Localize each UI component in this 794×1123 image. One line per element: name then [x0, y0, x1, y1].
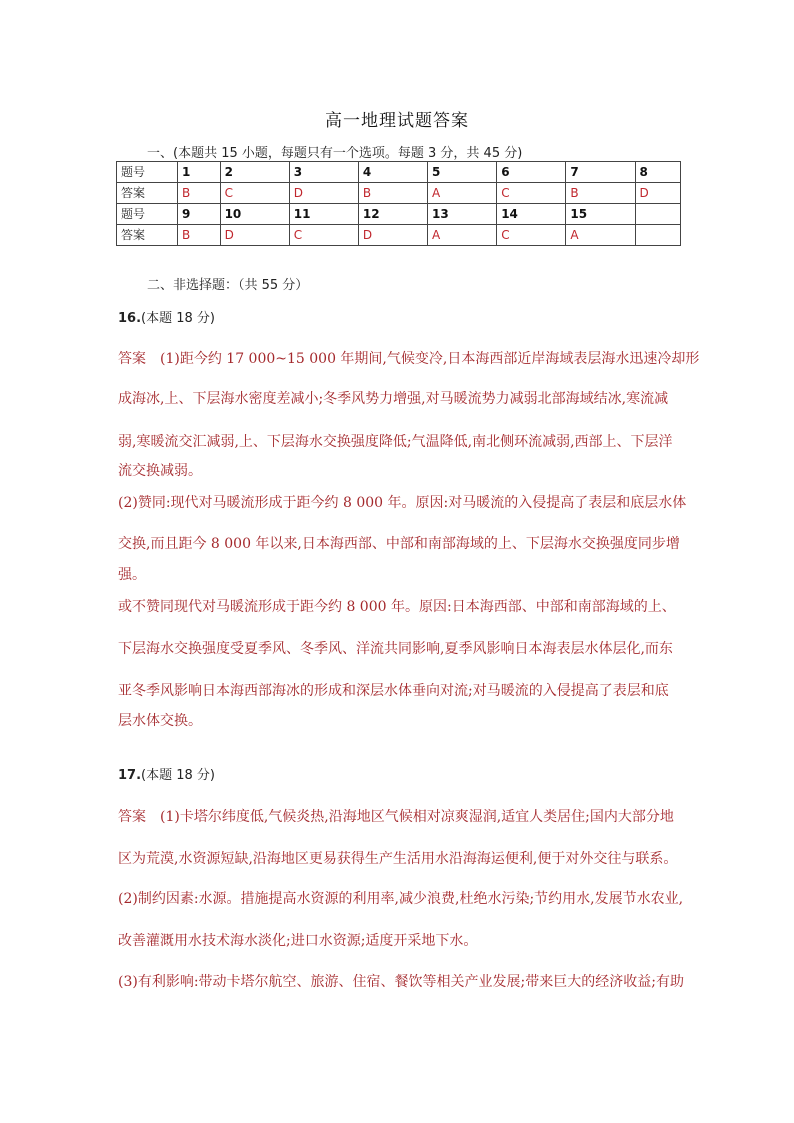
q17-text: (1)卡塔尔纬度低,气候炎热,沿海地区气候相对凉爽湿润,适宜人类居住;国内大部分地 — [160, 809, 674, 825]
question-17-number: 17. — [118, 768, 142, 783]
answer-cell: B — [358, 183, 427, 204]
question-number-cell: 15 — [566, 204, 635, 225]
q17-line-1 — [118, 806, 674, 826]
question-number-cell: 4 — [358, 162, 427, 183]
question-number-cell: 5 — [428, 162, 497, 183]
question-number-cell: 1 — [178, 162, 221, 183]
q17-line-3: (2)制约因素:水源。措施提高水资源的利用率,减少浪费,杜绝水污染;节约用水,发展节水农业, — [118, 891, 684, 907]
q16-line-9: 下层海水交换强度受夏季风、冬季风、洋流共同影响,夏季风影响日本海表层水体层化,而东 — [118, 641, 673, 657]
answer-cell: B — [566, 183, 635, 204]
question-16-points: (本题 18 分) — [141, 311, 215, 326]
question-number-cell: 6 — [497, 162, 566, 183]
question-number-cell: 13 — [428, 204, 497, 225]
answer-cell: A — [428, 225, 497, 246]
answer-cell: C — [289, 225, 358, 246]
answer-cell: D — [289, 183, 358, 204]
row-label: 答案 — [117, 183, 178, 204]
table-row — [117, 204, 681, 225]
q16-line-3: 弱,寒暖流交汇减弱,上、下层海水交换强度降低;气温降低,南北侧环流减弱,西部上、下层洋 — [118, 434, 673, 450]
answer-cell: D — [220, 225, 289, 246]
question-number-cell: 14 — [497, 204, 566, 225]
question-number-cell: 12 — [358, 204, 427, 225]
page-title: 高一地理试题答案 — [325, 111, 469, 131]
q17-line-2: 区为荒漠,水资源短缺,沿海地区更易获得生产生活用水沿海海运便利,便于对外交往与联系。 — [118, 851, 678, 867]
answer-cell: A — [566, 225, 635, 246]
section-one-heading: 一、(本题共 15 小题，每题只有一个选项。每题 3 分，共 45 分) — [147, 146, 523, 161]
answer-cell: D — [635, 183, 681, 204]
q16-text: (1)距今约 17 000~15 000 年期间,气候变冷,日本海西部近岸海域表层海水迅速冷却形 — [160, 351, 700, 367]
q16-line-2: 成海冰,上、下层海水密度差减小;冬季风势力增强,对马暖流势力减弱北部海域结冰,寒流减 — [118, 391, 669, 407]
q16-line-10: 亚冬季风影响日本海西部海冰的形成和深层水体垂向对流;对马暖流的入侵提高了表层和底 — [118, 683, 669, 699]
question-number-cell: 11 — [289, 204, 358, 225]
question-17-heading — [118, 764, 215, 783]
question-number-cell: 7 — [566, 162, 635, 183]
q16-line-11: 层水体交换。 — [118, 713, 202, 729]
q16-line-1 — [118, 348, 699, 368]
q16-line-6: 交换,而且距今 8 000 年以来,日本海西部、中部和南部海域的上、下层海水交换强度同步增 — [118, 536, 680, 552]
question-number-cell: 9 — [178, 204, 221, 225]
answer-cell: C — [497, 225, 566, 246]
answer-cell: B — [178, 225, 221, 246]
row-label: 题号 — [117, 162, 178, 183]
q16-line-7: 强。 — [118, 567, 146, 583]
question-17-points: (本题 18 分) — [141, 768, 215, 783]
table-row — [117, 183, 681, 204]
answer-cell: C — [497, 183, 566, 204]
question-number-cell: 2 — [220, 162, 289, 183]
q17-line-5: (3)有利影响:带动卡塔尔航空、旅游、住宿、餐饮等相关产业发展;带来巨大的经济收益;有助 — [118, 974, 684, 990]
q16-answer-label: 答案 — [118, 351, 146, 367]
q17-answer-label: 答案 — [118, 809, 146, 825]
answer-table — [116, 161, 681, 246]
answer-cell: C — [220, 183, 289, 204]
q16-line-5: (2)赞同:现代对马暖流形成于距今约 8 000 年。原因:对马暖流的入侵提高了表层和底层水体 — [118, 495, 687, 511]
question-16-heading — [118, 307, 215, 326]
section-two-heading: 二、非选择题：（共 55 分） — [147, 278, 309, 293]
q17-line-4: 改善灌溉用水技术海水淡化;进口水资源;适度开采地下水。 — [118, 933, 478, 949]
row-label: 答案 — [117, 225, 178, 246]
question-number-cell — [635, 204, 681, 225]
answer-cell: D — [358, 225, 427, 246]
question-number-cell: 10 — [220, 204, 289, 225]
answer-cell: B — [178, 183, 221, 204]
answer-cell: A — [428, 183, 497, 204]
q16-line-8: 或不赞同现代对马暖流形成于距今约 8 000 年。原因:日本海西部、中部和南部海域的上、 — [118, 599, 676, 615]
table-row — [117, 225, 681, 246]
question-number-cell: 3 — [289, 162, 358, 183]
table-row — [117, 162, 681, 183]
question-16-number: 16. — [118, 311, 142, 326]
q16-line-4: 流交换减弱。 — [118, 463, 202, 479]
question-number-cell: 8 — [635, 162, 681, 183]
answer-cell — [635, 225, 681, 246]
row-label: 题号 — [117, 204, 178, 225]
